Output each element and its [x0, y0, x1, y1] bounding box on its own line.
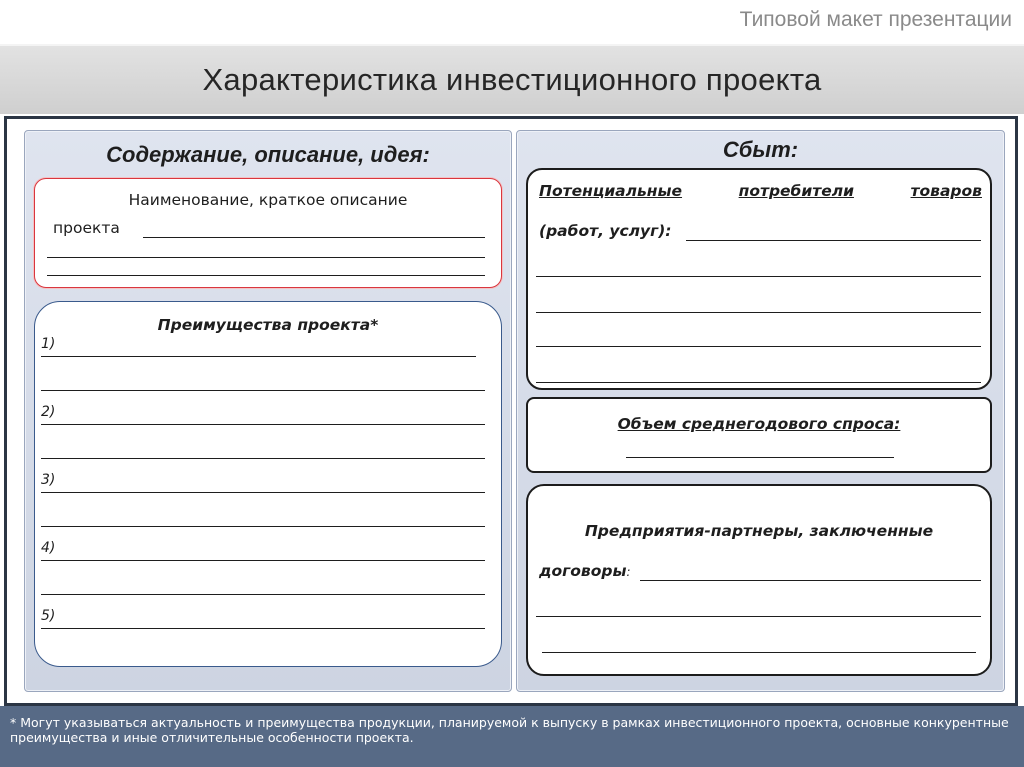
advantage-5-line-a[interactable]	[41, 628, 485, 629]
consumers-heading-line2: (работ, услуг):	[539, 222, 672, 240]
title-band	[0, 44, 1024, 114]
slide-frame	[4, 116, 1018, 706]
demand-line[interactable]	[626, 457, 894, 458]
project-name-label: Наименование, краткое описание	[128, 191, 408, 209]
advantage-number-1: 1)	[41, 336, 56, 352]
template-caption: Типовой макет презентации	[739, 8, 1012, 31]
consumers-heading-line1	[539, 182, 982, 200]
demand-heading	[528, 415, 990, 433]
advantage-number-4: 4)	[41, 540, 56, 556]
content-panel-title: Содержание, описание, идея:	[106, 142, 430, 167]
advantage-3-line-b[interactable]	[41, 526, 485, 527]
sales-panel-title: Сбыт:	[722, 137, 799, 162]
content-panel	[24, 130, 512, 692]
project-name-label-cont: проекта	[53, 219, 120, 237]
project-name-line-2[interactable]	[47, 257, 485, 258]
advantage-1-line-b[interactable]	[41, 390, 485, 391]
consumers-line-1[interactable]	[686, 240, 981, 241]
partners-colon: :	[626, 565, 631, 579]
slide-title: Характеристика инвестиционного проекта	[202, 62, 822, 97]
advantages-heading: Преимущества проекта*	[157, 316, 379, 334]
partners-line-3[interactable]	[542, 652, 976, 653]
consumers-word-1: Потенциальные	[539, 182, 683, 200]
advantage-1-line-a[interactable]	[41, 356, 476, 357]
advantage-number-5: 5)	[41, 608, 56, 624]
footnote-bar	[0, 706, 1024, 767]
advantage-3-line-a[interactable]	[41, 492, 485, 493]
advantage-4-line-b[interactable]	[41, 594, 485, 595]
advantage-2-line-b[interactable]	[41, 458, 485, 459]
consumers-box[interactable]	[526, 168, 992, 390]
consumers-word-3: товаров	[910, 182, 982, 200]
partners-contracts-word: договоры	[539, 562, 627, 580]
consumers-line-4[interactable]	[536, 346, 981, 347]
project-name-line-3[interactable]	[47, 275, 485, 276]
sales-panel	[516, 130, 1005, 692]
partners-heading-line1: Предприятия-партнеры, заключенные	[584, 522, 934, 540]
partners-line-2[interactable]	[536, 616, 981, 617]
advantage-number-2: 2)	[41, 404, 56, 420]
footnote-text: * Могут указываться актуальность и преимущества продукции, планируемой к выпуску в рамках инвестиционного проекта, основные конкурентные преимущества и иные отличительные особенности проекта.	[10, 715, 1009, 745]
demand-box[interactable]	[526, 397, 992, 473]
consumers-word-2: потребители	[738, 182, 854, 200]
partners-heading-line2	[539, 562, 631, 580]
consumers-line-5[interactable]	[536, 382, 981, 383]
project-name-box[interactable]	[34, 178, 502, 288]
advantage-number-3: 3)	[41, 472, 56, 488]
consumers-line-3[interactable]	[536, 312, 981, 313]
demand-heading-text: Объем среднегодового спроса:	[617, 415, 901, 433]
advantages-box[interactable]	[34, 301, 502, 667]
partners-line-1[interactable]	[640, 580, 981, 581]
project-name-line-1[interactable]	[143, 237, 485, 238]
consumers-line-2[interactable]	[536, 276, 981, 277]
advantage-4-line-a[interactable]	[41, 560, 485, 561]
partners-box[interactable]	[526, 484, 992, 676]
advantage-2-line-a[interactable]	[41, 424, 485, 425]
